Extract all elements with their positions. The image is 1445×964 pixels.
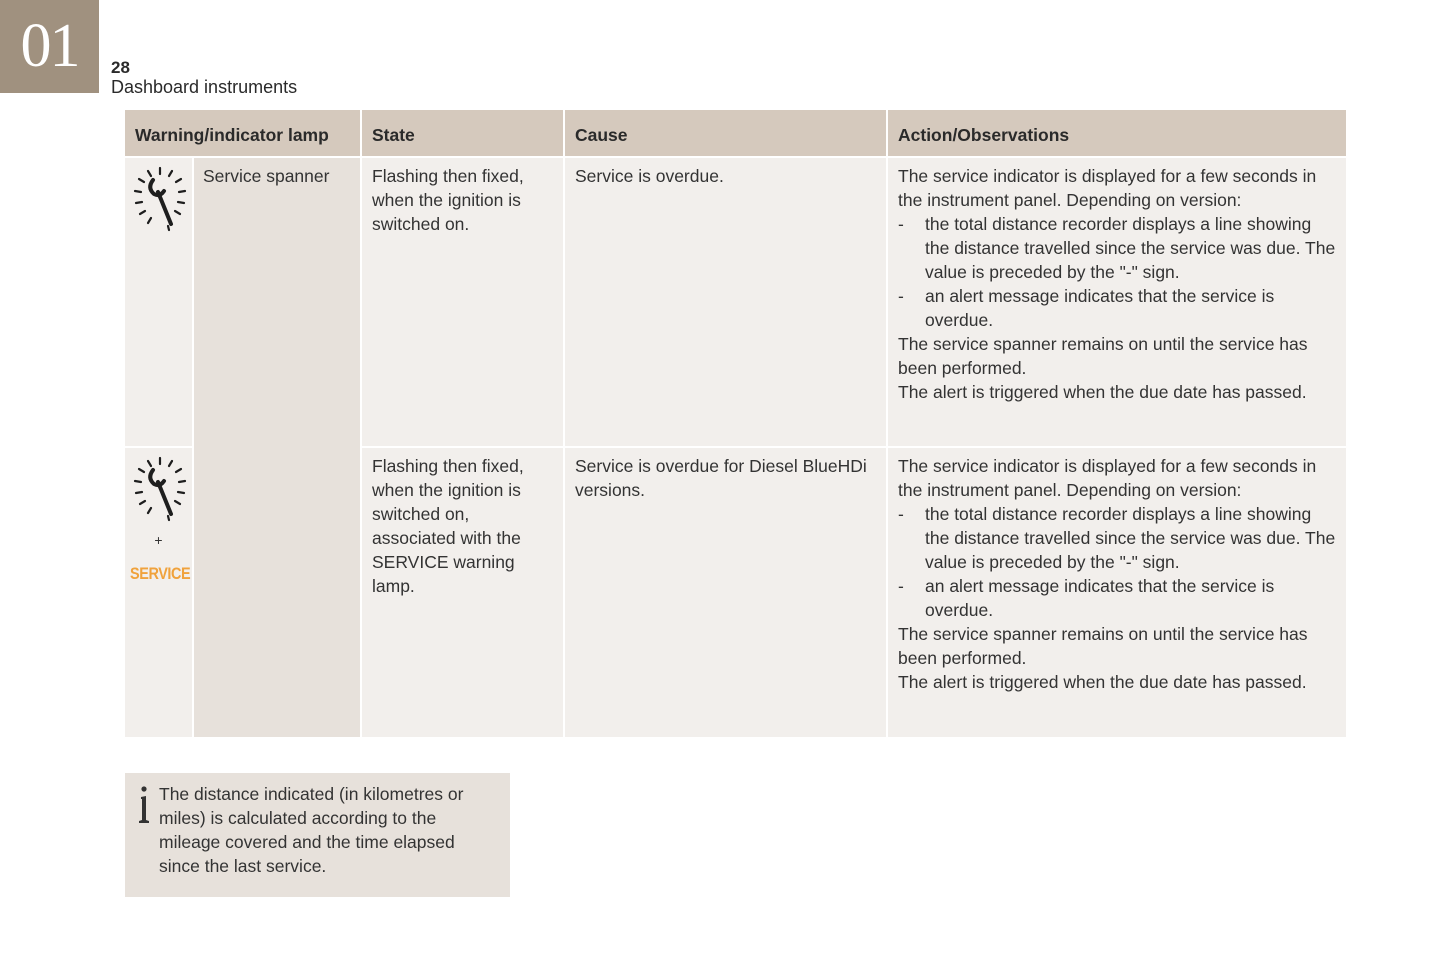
table-row-1-icon-cell (125, 158, 192, 446)
table-row-1-state (362, 158, 563, 446)
info-note-text: The distance indicated (in kilometres or miles) is calculated according to the mileage covered and the time elapsed since the last service. (159, 784, 464, 876)
info-icon (137, 785, 151, 825)
plus-sign: + (154, 532, 163, 548)
column-header-lamp: Warning/indicator lamp (125, 110, 360, 156)
page-number: 28 (111, 58, 130, 77)
chapter-number: 01 (0, 0, 99, 93)
table-row-2-cause (565, 448, 886, 737)
action-intro: The service indicator is displayed for a few seconds in the instrument panel. Depending on version: (898, 166, 1317, 210)
lamp-name: Service spanner (203, 166, 330, 186)
action-outro: The alert is triggered when the due date has passed. (898, 672, 1307, 692)
cause-text: Service is overdue for Diesel BlueHDi versions. (575, 456, 867, 500)
action-outro: The service spanner remains on until the service has been performed. (898, 624, 1308, 668)
action-bullets (898, 502, 1336, 622)
column-header-action: Action/Observations (888, 110, 1346, 156)
state-text: Flashing then fixed, when the ignition is switched on, associated with the SERVICE warning lamp. (372, 456, 524, 596)
info-note (125, 773, 510, 897)
action-bullet: - the total distance recorder displays a line showing the distance travelled since the service was due. The value is preceded by the "-" sign. (898, 212, 1336, 284)
table-row-1-cause (565, 158, 886, 446)
column-header-cause: Cause (565, 110, 886, 156)
table-row-1-action (888, 158, 1346, 446)
action-intro: The service indicator is displayed for a few seconds in the instrument panel. Depending on version: (898, 456, 1317, 500)
column-header-state: State (362, 110, 563, 156)
section-title: Dashboard instruments (111, 77, 298, 97)
service-warning-lamp: SERVICE (130, 564, 191, 583)
action-outro: The service spanner remains on until the service has been performed. (898, 334, 1308, 378)
table-row-2-state (362, 448, 563, 737)
state-text: Flashing then fixed, when the ignition is switched on. (372, 166, 524, 234)
table-row-2-action (888, 448, 1346, 737)
action-outro: The alert is triggered when the due date has passed. (898, 382, 1307, 402)
action-bullet: - an alert message indicates that the service is overdue. (898, 284, 1336, 332)
action-bullets (898, 212, 1336, 332)
action-bullet: - an alert message indicates that the service is overdue. (898, 574, 1336, 622)
warning-lamp-table (125, 110, 1346, 737)
cause-text: Service is overdue. (575, 166, 724, 186)
service-spanner-icon (133, 166, 187, 232)
lamp-name-cell (194, 158, 360, 737)
table-row-2-icon-cell (125, 448, 192, 737)
action-bullet: - the total distance recorder displays a line showing the distance travelled since the service was due. The value is preceded by the "-" sign. (898, 502, 1336, 574)
service-spanner-icon (133, 456, 187, 522)
